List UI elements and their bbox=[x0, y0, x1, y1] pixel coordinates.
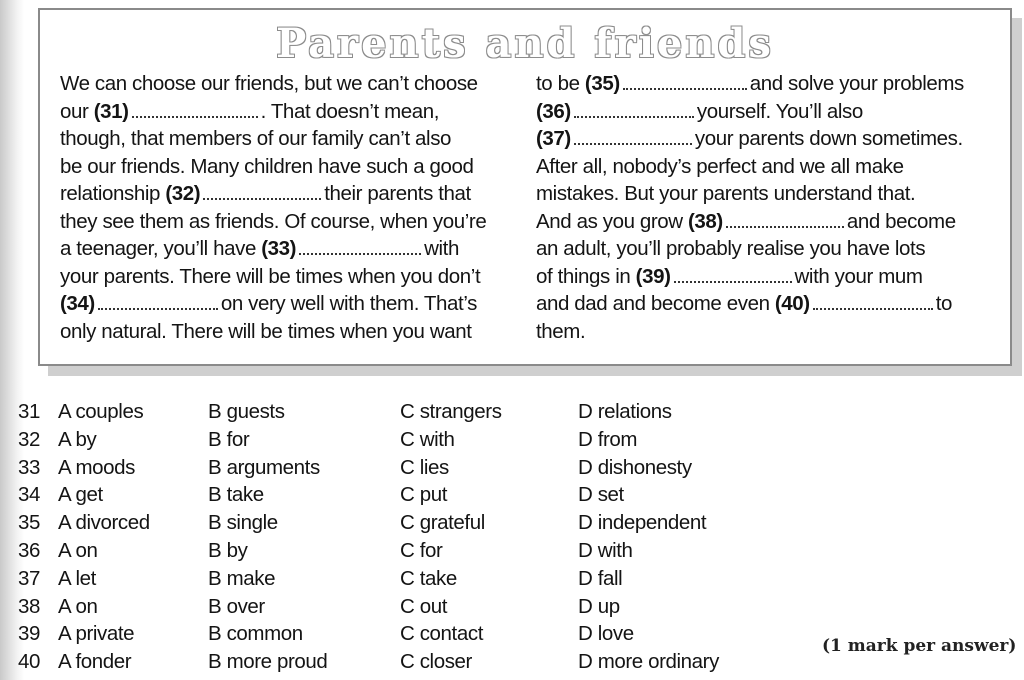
option-b[interactable]: B by bbox=[208, 538, 248, 562]
passage-line bbox=[536, 180, 1006, 208]
answer-blank[interactable] bbox=[203, 184, 321, 200]
option-a[interactable]: A private bbox=[58, 622, 135, 646]
gap-number: (36) bbox=[536, 99, 571, 123]
passage-text: on very well with them. That’s bbox=[220, 292, 477, 315]
option-d[interactable]: D up bbox=[578, 594, 620, 618]
passage-line bbox=[536, 263, 1006, 291]
passage-line bbox=[60, 180, 530, 208]
passage-line bbox=[60, 290, 530, 318]
passage-line bbox=[60, 318, 530, 346]
question-number: 35 bbox=[18, 511, 41, 535]
passage-line bbox=[60, 98, 530, 126]
question-number: 36 bbox=[18, 538, 41, 562]
passage-line bbox=[536, 318, 1006, 346]
passage-text: with bbox=[424, 237, 459, 260]
option-d[interactable]: D from bbox=[578, 427, 638, 451]
passage-text: they see them as friends. Of course, when you’re bbox=[60, 209, 487, 233]
passage-line bbox=[60, 70, 530, 98]
gap-number: (38) bbox=[688, 209, 723, 233]
passage-text: and dad and become even bbox=[536, 292, 775, 315]
passage-text: After all, nobody’s perfect and we all make bbox=[536, 154, 904, 178]
passage-line bbox=[536, 235, 1006, 263]
option-a[interactable]: A get bbox=[58, 483, 103, 507]
passage-text: your parents. There will be times when you don’t bbox=[60, 264, 481, 288]
option-c[interactable]: C contact bbox=[400, 622, 483, 646]
gap-number: (39) bbox=[635, 264, 671, 288]
option-d[interactable]: D more ordinary bbox=[578, 650, 719, 674]
question-number: 31 bbox=[18, 400, 41, 423]
answer-blank[interactable] bbox=[574, 102, 694, 118]
option-a[interactable]: A on bbox=[58, 594, 98, 618]
passage-text: of things in bbox=[536, 264, 636, 288]
passage-line bbox=[536, 98, 1006, 126]
passage-line bbox=[60, 125, 530, 153]
option-d[interactable]: D dishonesty bbox=[578, 455, 692, 479]
question-number: 38 bbox=[18, 594, 41, 618]
option-b[interactable]: B for bbox=[208, 427, 250, 451]
question-number: 33 bbox=[18, 455, 41, 479]
option-c[interactable]: C closer bbox=[400, 650, 472, 674]
option-a[interactable]: A let bbox=[58, 566, 96, 590]
passage-text: . That doesn’t mean, bbox=[260, 99, 440, 123]
gap-number: (34) bbox=[60, 292, 95, 315]
marks-note: (1 mark per answer) bbox=[822, 636, 1017, 656]
gap-number: (40) bbox=[774, 292, 810, 315]
gap-number: (37) bbox=[536, 127, 571, 150]
passage-text: though, that members of our family can’t also bbox=[60, 127, 452, 150]
passage-left-column bbox=[60, 70, 530, 345]
passage-text: mistakes. But your parents understand that. bbox=[536, 182, 916, 205]
answer-blank[interactable] bbox=[574, 129, 692, 145]
option-b[interactable]: B over bbox=[208, 594, 265, 618]
option-b[interactable]: B take bbox=[208, 483, 264, 507]
option-b[interactable]: B make bbox=[208, 566, 276, 590]
passage-line bbox=[536, 290, 1006, 318]
passage-text: And as you grow bbox=[536, 209, 688, 233]
passage-line bbox=[536, 153, 1006, 181]
option-a[interactable]: A on bbox=[58, 538, 98, 562]
gap-number: (31) bbox=[93, 99, 129, 123]
answer-blank[interactable] bbox=[726, 212, 844, 228]
option-b[interactable]: B arguments bbox=[208, 455, 320, 479]
passage-line bbox=[60, 263, 530, 291]
option-d[interactable]: D set bbox=[578, 483, 624, 507]
option-c[interactable]: C put bbox=[400, 483, 447, 507]
question-number: 32 bbox=[18, 427, 41, 451]
option-c[interactable]: C with bbox=[400, 427, 455, 451]
passage-text: We can choose our friends, but we can’t choose bbox=[60, 72, 478, 95]
option-d[interactable]: D fall bbox=[578, 566, 623, 590]
passage-text: relationship bbox=[60, 182, 166, 205]
passage-title: Parents and friends bbox=[276, 20, 774, 67]
option-c[interactable]: C lies bbox=[400, 455, 449, 479]
passage-text: them. bbox=[536, 319, 586, 343]
passage-text: a teenager, you’ll have bbox=[60, 237, 262, 260]
passage-line bbox=[536, 70, 1006, 98]
passage-line bbox=[60, 208, 530, 236]
answer-blank[interactable] bbox=[674, 267, 792, 283]
question-number: 40 bbox=[18, 650, 41, 674]
gap-number: (35) bbox=[584, 72, 620, 95]
question-number: 39 bbox=[18, 622, 41, 646]
option-b[interactable]: B more proud bbox=[208, 650, 328, 674]
option-c[interactable]: C strangers bbox=[400, 400, 502, 423]
passage-text: our bbox=[60, 99, 94, 123]
passage-text: to bbox=[935, 292, 953, 315]
option-d[interactable]: D relations bbox=[578, 400, 672, 423]
passage-text: an adult, you’ll probably realise you have lots bbox=[536, 237, 926, 260]
option-c[interactable]: C for bbox=[400, 538, 443, 562]
option-d[interactable]: D love bbox=[578, 622, 634, 646]
gap-number: (33) bbox=[261, 237, 297, 260]
option-b[interactable]: B common bbox=[208, 622, 303, 646]
option-a[interactable]: A by bbox=[58, 427, 97, 451]
passage-text: only natural. There will be times when you want bbox=[60, 319, 472, 343]
option-a[interactable]: A divorced bbox=[58, 511, 150, 535]
passage-text: be our friends. Many children have such a good bbox=[60, 154, 474, 178]
option-b[interactable]: B single bbox=[208, 511, 278, 535]
passage-line bbox=[536, 208, 1006, 236]
option-a[interactable]: A couples bbox=[58, 400, 144, 423]
answer-blank[interactable] bbox=[132, 102, 258, 118]
passage-text: and solve your problems bbox=[749, 72, 964, 95]
option-c[interactable]: C take bbox=[400, 566, 457, 590]
passage-text: your parents down sometimes. bbox=[694, 127, 963, 150]
option-c[interactable]: C out bbox=[400, 594, 447, 618]
answer-blank[interactable] bbox=[299, 239, 421, 255]
gap-number: (32) bbox=[165, 182, 201, 205]
passage-text: their parents that bbox=[324, 182, 471, 205]
passage-right-column bbox=[536, 70, 1006, 345]
passage-text: yourself. You’ll also bbox=[696, 99, 863, 123]
passage-text: to be bbox=[536, 72, 585, 95]
option-c[interactable]: C grateful bbox=[400, 511, 485, 535]
option-a[interactable]: A fonder bbox=[58, 650, 132, 674]
passage-box bbox=[38, 8, 1012, 366]
passage-text: and become bbox=[846, 209, 956, 233]
answer-blank[interactable] bbox=[98, 294, 218, 310]
question-number: 34 bbox=[18, 483, 41, 507]
answer-blank[interactable] bbox=[623, 74, 747, 90]
answer-blank[interactable] bbox=[813, 294, 933, 310]
option-d[interactable]: D independent bbox=[578, 511, 707, 535]
passage-text: with your mum bbox=[794, 264, 923, 288]
passage-line bbox=[536, 125, 1006, 153]
option-b[interactable]: B guests bbox=[208, 400, 285, 423]
option-a[interactable]: A moods bbox=[58, 455, 135, 479]
passage-line bbox=[60, 153, 530, 181]
option-d[interactable]: D with bbox=[578, 538, 633, 562]
passage-line bbox=[60, 235, 530, 263]
question-number: 37 bbox=[18, 566, 41, 590]
